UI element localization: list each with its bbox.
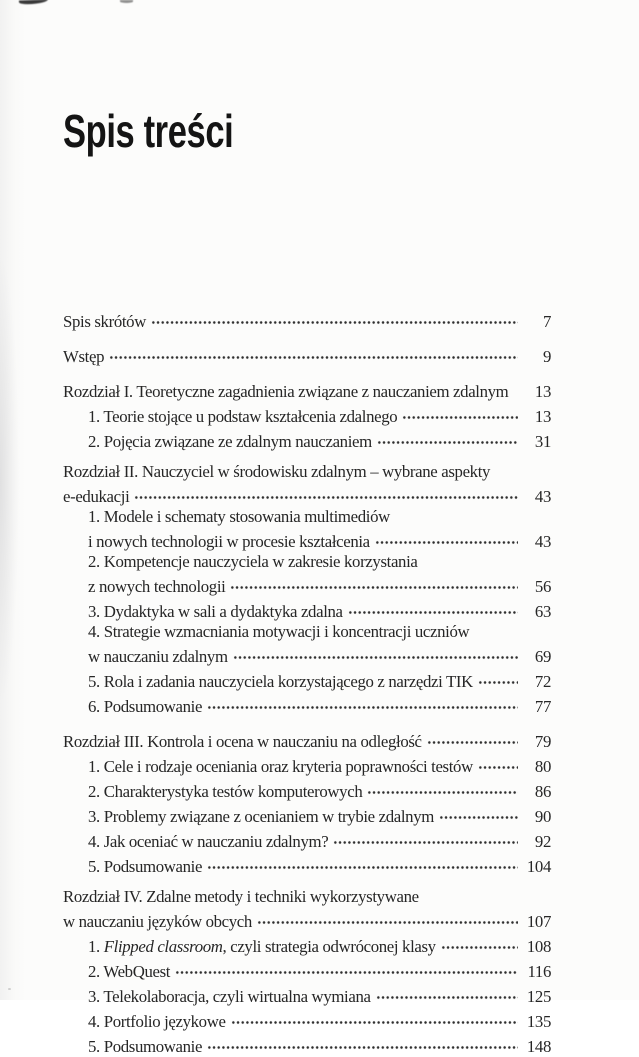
toc-row	[63, 957, 551, 982]
toc-entry-text-segment: 4. Strategie wzmacniania motywacji i koncentracji uczniów	[88, 622, 470, 641]
toc-entry-text	[63, 507, 390, 527]
toc-page-number: 92	[534, 832, 551, 851]
toc-entry-text-segment: Rozdział IV. Zdalne metody i techniki wykorzystywane	[63, 887, 419, 906]
toc-page-number: 116	[527, 962, 551, 981]
dot-leader	[231, 1007, 518, 1027]
dot-leader	[151, 307, 518, 327]
dot-leader	[230, 572, 518, 592]
toc-entry-text-segment: w nauczaniu języków obcych	[63, 912, 252, 931]
dot-leader	[439, 802, 518, 822]
toc-entry-text-segment: 4. Portfolio językowe	[88, 1012, 226, 1031]
toc-entry-text	[63, 912, 252, 932]
toc-entry-text-segment: Spis skrótów	[63, 312, 146, 331]
toc-entry-text-segment: Rozdział II. Nauczyciel w środowisku zdalnym – wybrane aspekty	[63, 462, 491, 481]
dot-leader	[175, 957, 518, 977]
toc-entry-text-segment: Rozdział III. Kontrola i ocena w nauczaniu na odległość	[63, 732, 422, 751]
toc-page-number: 63	[534, 602, 551, 621]
toc-entry-text	[63, 937, 436, 957]
toc-row	[63, 727, 551, 752]
toc-row	[63, 667, 551, 692]
toc-entry-text	[63, 622, 469, 642]
dot-leader	[441, 932, 518, 952]
toc-entry-text-segment: 3. Telekolaboracja, czyli wirtualna wymiana	[88, 987, 371, 1006]
toc-entry-text-segment: , czyli strategia odwróconej klasy	[222, 937, 436, 956]
toc-page-number: 69	[534, 647, 551, 666]
toc-row	[63, 427, 551, 452]
toc-row	[63, 1032, 551, 1057]
toc-page-number: 56	[534, 577, 551, 596]
toc-entry-text	[63, 432, 372, 452]
toc-page-number: 13	[534, 407, 551, 426]
toc-entry-text	[63, 887, 419, 907]
toc-entry-text	[63, 552, 418, 572]
toc-row	[63, 887, 551, 907]
toc-entry-text	[63, 757, 473, 777]
dot-leader	[257, 907, 518, 927]
toc-row	[63, 377, 551, 402]
toc-entry-text-segment: 5. Podsumowanie	[88, 1037, 203, 1056]
toc-entry-text	[63, 832, 328, 852]
scan-artifact-top-left	[19, 0, 48, 5]
toc-entry-text-segment: z nowych technologii	[88, 577, 226, 596]
toc-entry-text-segment: 2. Charakterystyka testów komputerowych	[88, 782, 363, 801]
toc-entry-text	[63, 382, 508, 402]
toc-row	[63, 527, 551, 552]
toc-page-number: 125	[526, 987, 551, 1006]
toc-page-number: 31	[534, 432, 551, 451]
dot-leader	[427, 727, 518, 747]
toc-page-number: 13	[534, 382, 551, 401]
toc-page-number: 43	[534, 487, 551, 506]
toc-entry-text-segment: e-edukacji	[63, 487, 130, 506]
toc-row	[63, 462, 551, 482]
toc-entry-text	[63, 647, 228, 667]
toc-entry-text	[63, 1012, 226, 1032]
toc-entry-text-segment: 5. Rola i zadania nauczyciela korzystającego z narzędzi TIK	[88, 672, 473, 691]
toc-entry-text	[63, 462, 490, 482]
toc-entry-text	[63, 857, 202, 877]
toc-page-number: 107	[526, 912, 551, 931]
toc-entry-text-segment: 6. Podsumowanie	[88, 697, 203, 716]
toc-row	[63, 572, 551, 597]
toc-entry-text-segment: 3. Problemy związane z ocenianiem w trybie zdalnym	[88, 807, 434, 826]
toc-entry-text-segment: 2. Kompetencje nauczyciela w zakresie korzystania	[88, 552, 418, 571]
dot-leader	[134, 482, 518, 502]
dot-leader	[478, 667, 518, 687]
toc-page-number: 135	[526, 1012, 551, 1031]
toc-entry-text-segment: 1. Teorie stojące u podstaw kształcenia zdalnego	[88, 407, 398, 426]
dot-leader	[333, 827, 518, 847]
toc-entry-text-segment: 1.	[88, 937, 104, 956]
dot-leader	[207, 852, 518, 872]
toc-entry-text-segment: Rozdział I. Teoretyczne zagadnienia związane z nauczaniem zdalnym	[63, 382, 509, 401]
toc-row	[63, 597, 551, 622]
toc-entry-text	[63, 962, 170, 982]
toc-row	[63, 552, 551, 572]
toc-section	[63, 342, 551, 367]
toc-row	[63, 802, 551, 827]
toc-page-number: 43	[534, 532, 551, 551]
toc-page-number: 7	[542, 312, 551, 331]
toc-entry-text	[63, 407, 397, 427]
toc-section	[63, 727, 551, 877]
toc-entry-text	[63, 782, 362, 802]
toc-entry-text-segment: 3. Dydaktyka w sali a dydaktyka zdalna	[88, 602, 343, 621]
toc-entry-text	[63, 697, 202, 717]
toc-row	[63, 932, 551, 957]
toc-row	[63, 1007, 551, 1032]
toc-section	[63, 462, 551, 717]
toc-entry-text	[63, 347, 104, 367]
toc-entry-italic-text: Flipped classroom	[103, 937, 223, 956]
dot-leader	[367, 777, 518, 797]
scan-artifact-speck	[8, 988, 11, 990]
toc-page-number: 80	[534, 757, 551, 776]
dot-leader	[375, 527, 518, 547]
toc-entry-text	[63, 312, 146, 332]
dot-leader	[377, 427, 518, 447]
toc-page-number: 9	[542, 347, 551, 366]
toc-page-number: 72	[534, 672, 551, 691]
toc-section	[63, 887, 551, 1057]
dot-leader	[233, 642, 518, 662]
toc-row	[63, 852, 551, 877]
toc-row	[63, 777, 551, 802]
toc-row	[63, 752, 551, 777]
dot-leader	[510, 377, 518, 397]
dot-leader	[402, 402, 518, 422]
toc-entry-text	[63, 487, 129, 507]
toc-row	[63, 692, 551, 717]
toc-page-number: 79	[534, 732, 551, 751]
toc-entry-text	[63, 577, 225, 597]
toc-row	[63, 482, 551, 507]
toc-section	[63, 377, 551, 452]
toc-row	[63, 507, 551, 527]
toc-entry-text-segment: i nowych technologii w procesie kształcenia	[88, 532, 370, 551]
toc-page-number: 104	[526, 857, 551, 876]
toc-page-number: 77	[534, 697, 551, 716]
toc-entry-text-segment: Wstęp	[63, 347, 105, 366]
toc-entry-text-segment: 4. Jak oceniać w nauczaniu zdalnym?	[88, 832, 329, 851]
toc-row	[63, 982, 551, 1007]
toc-page-number: 90	[534, 807, 551, 826]
dot-leader	[207, 692, 518, 712]
toc-row	[63, 907, 551, 932]
table-of-contents	[63, 307, 551, 1057]
toc-entry-text-segment: 2. Pojęcia związane ze zdalnym nauczaniem	[88, 432, 372, 451]
dot-leader	[109, 342, 518, 362]
dot-leader	[348, 597, 518, 617]
toc-entry-text-segment: 5. Podsumowanie	[88, 857, 203, 876]
toc-entry-text-segment: 2. WebQuest	[88, 962, 171, 981]
toc-row	[63, 402, 551, 427]
toc-page-number: 86	[534, 782, 551, 801]
toc-entry-text-segment: 1. Modele i schematy stosowania multimediów	[88, 507, 390, 526]
toc-entry-text-segment: 1. Cele i rodzaje oceniania oraz kryteria poprawności testów	[88, 757, 473, 776]
toc-entry-text	[63, 807, 434, 827]
dot-leader	[376, 982, 518, 1002]
scan-artifact-top	[120, 0, 133, 3]
toc-entry-text	[63, 602, 343, 622]
toc-row	[63, 342, 551, 367]
toc-entry-text	[63, 532, 370, 552]
toc-row	[63, 827, 551, 852]
toc-row	[63, 307, 551, 332]
toc-row	[63, 642, 551, 667]
toc-entry-text	[63, 672, 473, 692]
toc-page-number: 108	[526, 937, 551, 956]
page-title: Spis treści	[63, 105, 234, 157]
toc-entry-text	[63, 732, 422, 752]
dot-leader	[207, 1032, 518, 1052]
toc-entry-text	[63, 987, 371, 1007]
toc-entry-text-segment: w nauczaniu zdalnym	[88, 647, 228, 666]
toc-entry-text	[63, 1037, 202, 1057]
toc-section	[63, 307, 551, 332]
dot-leader	[478, 752, 518, 772]
toc-page-number: 148	[526, 1037, 551, 1056]
toc-row	[63, 622, 551, 642]
